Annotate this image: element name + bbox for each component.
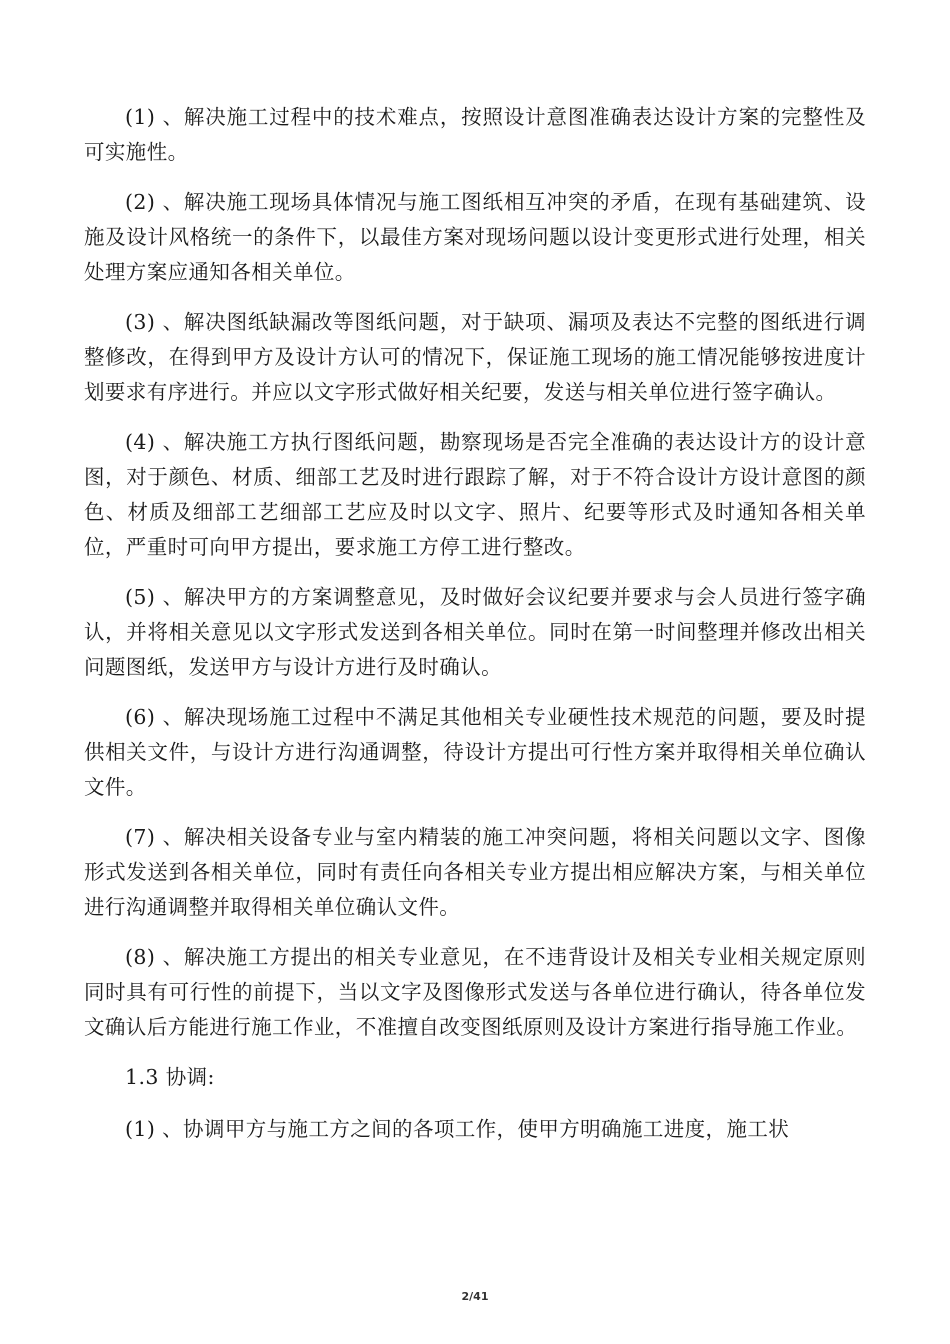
paragraph-item-2: (2) 、解决施工现场具体情况与施工图纸相互冲突的矛盾，在现有基础建筑、设施及设计风格统一的条件下，以最佳方案对现场问题以设计变更形式进行处理，相关处理方案应通知各相关单位。 xyxy=(84,190,866,284)
page-number: 2/41 xyxy=(461,1290,489,1303)
paragraph-item-6: (6) 、解决现场施工过程中不满足其他相关专业硬性技术规范的问题，要及时提供相关文件，与设计方进行沟通调整，待设计方提出可行性方案并取得相关单位确认文件。 xyxy=(84,705,866,799)
paragraph-item-8: (8) 、解决施工方提出的相关专业意见，在不违背设计及相关专业相关规定原则同时具有可行性的前提下，当以文字及图像形式发送与各单位进行确认，待各单位发文确认后方能进行施工作业，不准擅自改变图纸原则及设计方案进行指导施工作业。 xyxy=(84,945,866,1039)
paragraph-item-4: (4) 、解决施工方执行图纸问题，勘察现场是否完全准确的表达设计方的设计意图，对于颜色、材质、细部工艺及时进行跟踪了解，对于不符合设计方设计意图的颜色、材质及细部工艺细部工艺应及时以文字、照片、纪要等形式及时通知各相关单位，严重时可向甲方提出，要求施工方停工进行整改。 xyxy=(84,430,866,559)
paragraph-item-7: (7) 、解决相关设备专业与室内精装的施工冲突问题，将相关问题以文字、图像形式发送到各相关单位，同时有责任向各相关专业方提出相应解决方案，与相关单位进行沟通调整并取得相关单位确认文件。 xyxy=(84,825,866,919)
document-body xyxy=(84,100,866,1162)
paragraph-item-1: (1) 、解决施工过程中的技术难点，按照设计意图准确表达设计方案的完整性及可实施性。 xyxy=(84,105,866,164)
paragraph-item-9: (1) 、协调甲方与施工方之间的各项工作，使甲方明确施工进度，施工状 xyxy=(125,1117,790,1141)
section-heading: 1.3 协调: xyxy=(125,1065,215,1089)
paragraph-item-5: (5) 、解决甲方的方案调整意见，及时做好会议纪要并要求与会人员进行签字确认，并将相关意见以文字形式发送到各相关单位。同时在第一时间整理并修改出相关问题图纸，发送甲方与设计方进行及时确认。 xyxy=(84,585,866,679)
paragraph-item-3: (3) 、解决图纸缺漏改等图纸问题，对于缺项、漏项及表达不完整的图纸进行调整修改，在得到甲方及设计方认可的情况下，保证施工现场的施工情况能够按进度计划要求有序进行。并应以文字形式做好相关纪要，发送与相关单位进行签字确认。 xyxy=(84,310,866,404)
